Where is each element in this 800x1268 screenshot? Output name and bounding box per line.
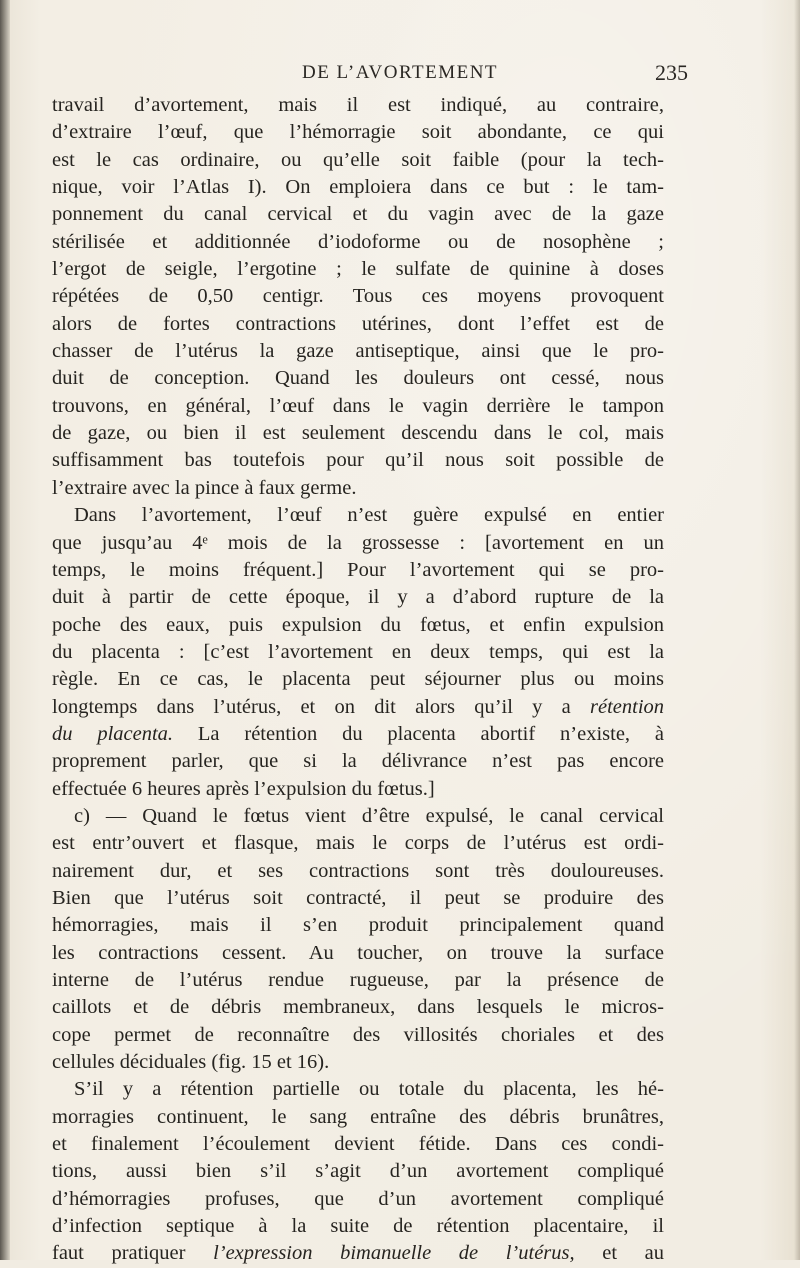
italic-span: rétention: [590, 695, 665, 718]
line-text: l’extraire avec la pince à faux germe.: [52, 476, 357, 499]
line-text: Bien que l’utérus soit contracté, il peut se produire des: [52, 886, 664, 909]
text-line: [52, 612, 664, 639]
text-line: [52, 1240, 664, 1267]
text-line: [52, 201, 664, 228]
text-line: [52, 1049, 664, 1076]
text-line: [52, 858, 664, 885]
line-text: S’il y a rétention partielle ou totale du placenta, les hé-: [74, 1078, 664, 1101]
text-line: [52, 1213, 664, 1240]
text-line: [52, 420, 664, 447]
text-line: [52, 447, 664, 474]
line-text: trouvons, en général, l’œuf dans le vagin derrière le tampon: [52, 394, 664, 417]
line-text: poche des eaux, puis expulsion du fœtus, et enfin expulsion: [52, 613, 664, 636]
text-line: [52, 1076, 664, 1103]
text-line: [52, 393, 664, 420]
line-text: longtemps dans l’utérus, et on dit alors qu’il y a: [52, 695, 571, 718]
line-text: alors de fortes contractions utérines, dont l’effet est de: [52, 312, 664, 335]
line-text: est le cas ordinaire, ou qu’elle soit faible (pour la tech-: [52, 148, 664, 171]
line-text: cellules déciduales (fig. 15 et 16).: [52, 1051, 330, 1074]
text-line: [52, 994, 664, 1021]
text-line: [52, 584, 664, 611]
line-text: et finalement l’écoulement devient fétide. Dans ces condi-: [52, 1133, 664, 1156]
text-line: [52, 885, 664, 912]
line-text: duit de conception. Quand les douleurs ont cessé, nous: [52, 367, 664, 390]
line-text: travail d’avortement, mais il est indiqué, au contraire,: [52, 94, 664, 116]
line-text: ponnement du canal cervical et du vagin avec de la gaze: [52, 203, 664, 226]
text-line: [52, 365, 664, 392]
italic-span: du placenta.: [52, 722, 174, 745]
text-line: [52, 119, 664, 146]
page-edge-shadow: [794, 0, 800, 1260]
page-number: 235: [655, 60, 688, 85]
line-text: tions, aussi bien s’il s’agit d’un avortement compliqué: [52, 1160, 664, 1183]
line-text: règle. En ce cas, le placenta peut séjourner plus ou moins: [52, 668, 664, 691]
line-text: suffisamment bas toutefois pour qu’il nous soit possible de: [52, 449, 664, 472]
text-line: [52, 639, 664, 666]
line-text: que jusqu’au 4ᵉ mois de la grossesse : [avortement en un: [52, 531, 664, 554]
text-line: [52, 1104, 664, 1131]
page-header: [0, 62, 800, 90]
text-line: [52, 666, 664, 693]
line-text: est entr’ouvert et flasque, mais le corps de l’utérus est ordi-: [52, 832, 664, 855]
line-text: et au: [574, 1242, 664, 1265]
line-text: interne de l’utérus rendue rugueuse, par la présence de: [52, 969, 664, 991]
line-text: c) — Quand le fœtus vient d’être expulsé, le canal cervical: [74, 804, 664, 827]
text-line: [52, 940, 664, 967]
text-line: [52, 502, 664, 529]
italic-span: l’expression bimanuelle de l’utérus,: [213, 1242, 575, 1265]
text-line: [52, 338, 664, 365]
text-line: [52, 92, 664, 119]
text-line: [52, 1131, 664, 1158]
text-line: [52, 283, 664, 310]
line-text: d’hémorragies profuses, que d’un avortement compliqué: [52, 1187, 664, 1210]
text-line: [52, 1022, 664, 1049]
line-text: répétées de 0,50 centigr. Tous ces moyens provoquent: [52, 285, 664, 308]
line-text: de gaze, ou bien il est seulement descendu dans le col, mais: [52, 422, 664, 445]
line-text: d’extraire l’œuf, que l’hémorragie soit abondante, ce qui: [52, 121, 664, 144]
body-text: [52, 92, 664, 1268]
line-text: duit à partir de cette époque, il y a d’abord rupture de la: [52, 586, 664, 609]
line-text: effectuée 6 heures après l’expulsion du fœtus.]: [52, 777, 435, 800]
line-text: stérilisée et additionnée d’iodoforme ou de nosophène ;: [52, 230, 664, 253]
page-binding-edge: [0, 0, 10, 1260]
line-text: les contractions cessent. Au toucher, on trouve la surface: [52, 941, 664, 964]
text-line: [52, 748, 664, 775]
text-line: [52, 912, 664, 939]
line-text: cope permet de reconnaître des villosités choriales et des: [52, 1023, 664, 1046]
text-line: [52, 967, 664, 994]
text-line: [52, 229, 664, 256]
line-text: La rétention du placenta abortif n’existe, à: [173, 722, 664, 745]
line-text: proprement parler, que si la délivrance n’est pas encore: [52, 750, 664, 773]
line-text: du placenta : [c’est l’avortement en deux temps, qui est la: [52, 640, 664, 663]
text-line: [52, 1158, 664, 1185]
text-line: [52, 475, 664, 502]
text-line: [52, 530, 664, 557]
line-text: caillots et de débris membraneux, dans lesquels le micros-: [52, 996, 664, 1019]
line-text: chasser de l’utérus la gaze antiseptique, ainsi que le pro-: [52, 340, 664, 363]
line-text: nairement dur, et ses contractions sont très douloureuses.: [52, 859, 664, 882]
text-line: [52, 1186, 664, 1213]
text-line: [52, 776, 664, 803]
text-line: [52, 694, 664, 721]
text-line: [52, 174, 664, 201]
line-text: d’infection septique à la suite de rétention placentaire, il: [52, 1215, 664, 1238]
line-text: morragies continuent, le sang entraîne des débris brunâtres,: [52, 1105, 664, 1128]
line-text: nique, voir l’Atlas I). On emploiera dans ce but : le tam-: [52, 176, 664, 199]
text-line: [52, 311, 664, 338]
line-text: faut pratiquer: [52, 1242, 214, 1265]
line-text: l’ergot de seigle, l’ergotine ; le sulfate de quinine à doses: [52, 258, 664, 281]
running-title: DE L’AVORTEMENT: [301, 62, 499, 83]
text-line: [52, 256, 664, 283]
line-text: hémorragies, mais il s’en produit principalement quand: [52, 914, 664, 937]
text-line: [52, 147, 664, 174]
text-line: [52, 803, 664, 830]
text-line: [52, 830, 664, 857]
text-line: [52, 721, 664, 748]
line-text: Dans l’avortement, l’œuf n’est guère expulsé en entier: [74, 504, 664, 527]
text-line: [52, 557, 664, 584]
line-text: temps, le moins fréquent.] Pour l’avortement qui se pro-: [52, 558, 664, 581]
